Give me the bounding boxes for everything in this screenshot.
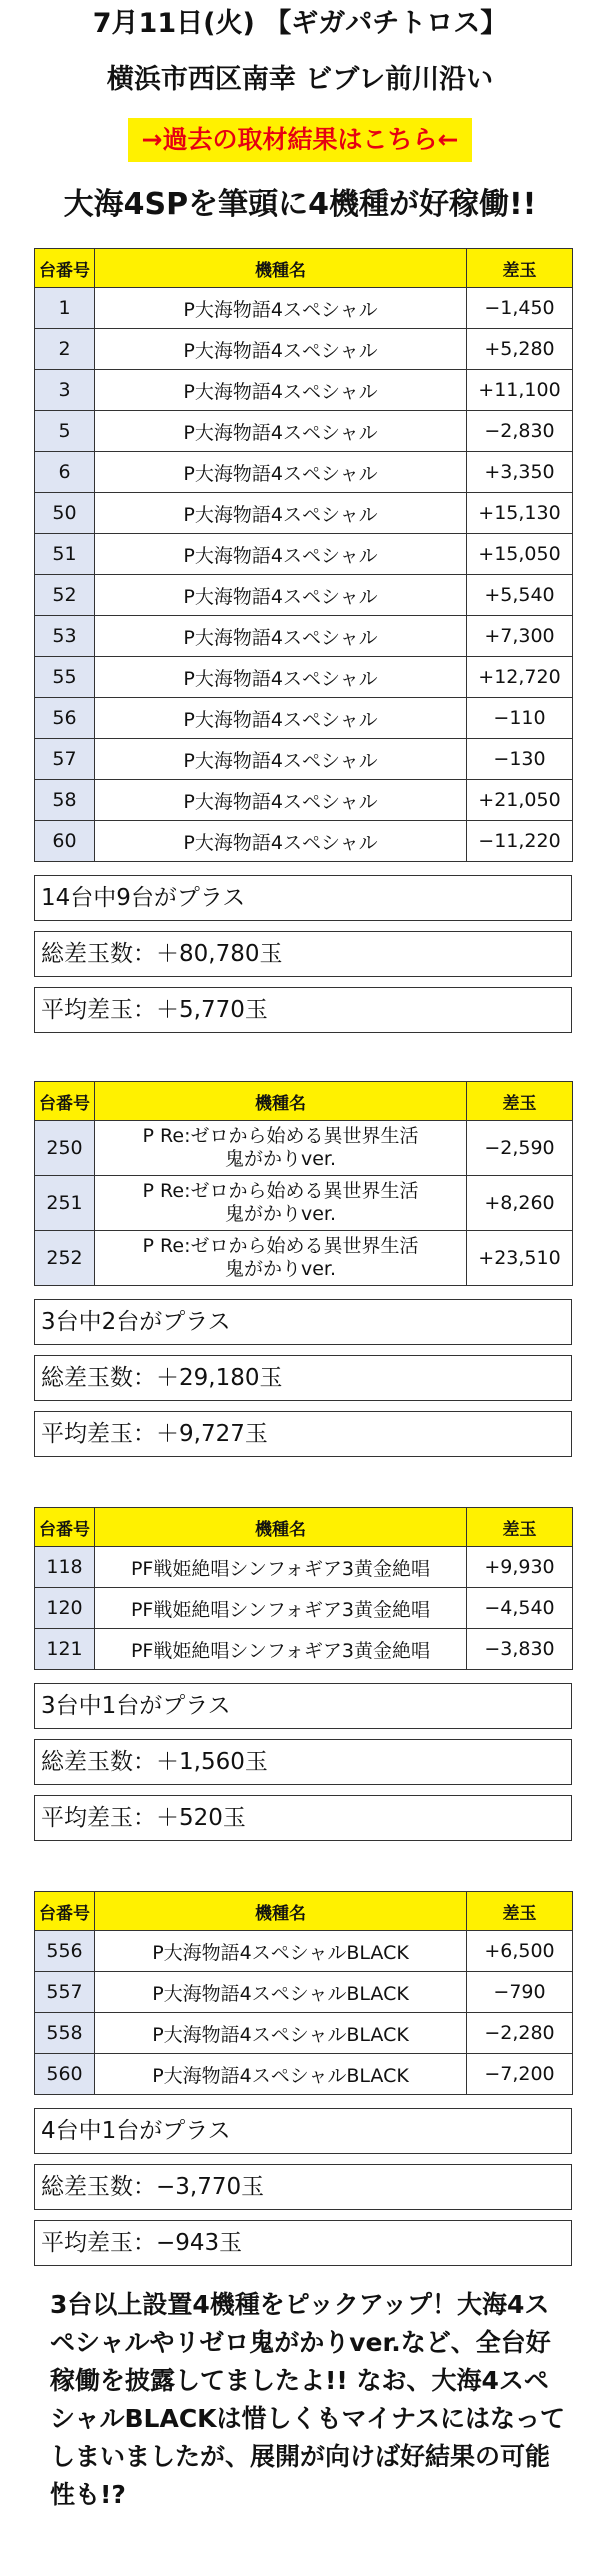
table-row	[35, 452, 573, 493]
ball-diff-cell: +15,130	[467, 493, 573, 534]
table-row	[35, 780, 573, 821]
header-ball-diff: 差玉	[467, 1508, 573, 1547]
model-name-cell: P大海物語4スペシャル	[95, 452, 467, 493]
machine-number-cell: 250	[35, 1121, 95, 1176]
machine-number-cell: 56	[35, 698, 95, 739]
model-name-cell: P大海物語4スペシャル	[95, 657, 467, 698]
table-row	[35, 1231, 573, 1286]
table-row	[35, 657, 573, 698]
machine-number-cell: 252	[35, 1231, 95, 1286]
table-row	[35, 411, 573, 452]
machine-number-cell: 60	[35, 821, 95, 862]
results-table	[34, 1891, 573, 2095]
header-model-name: 機種名	[95, 249, 467, 288]
machine-number-cell: 1	[35, 288, 95, 329]
results-group	[0, 1891, 600, 2266]
machine-number-cell: 58	[35, 780, 95, 821]
table-row	[35, 739, 573, 780]
group-summary	[0, 862, 600, 1033]
ball-diff-cell: +6,500	[467, 1931, 573, 1972]
table-row	[35, 616, 573, 657]
average-diff-box: 平均差玉：＋520玉	[34, 1795, 572, 1841]
ball-diff-cell: +21,050	[467, 780, 573, 821]
table-header-row	[35, 1892, 573, 1931]
machine-number-cell: 556	[35, 1931, 95, 1972]
machine-number-cell: 560	[35, 2054, 95, 2095]
machine-number-cell: 50	[35, 493, 95, 534]
model-name-cell: P大海物語4スペシャル	[95, 616, 467, 657]
model-name-cell: P大海物語4スペシャル	[95, 780, 467, 821]
results-table	[34, 1081, 573, 1286]
model-name-cell: P大海物語4スペシャル	[95, 698, 467, 739]
model-name-cell: P大海物語4スペシャル	[95, 411, 467, 452]
results-group	[0, 1081, 600, 1457]
machine-number-cell: 118	[35, 1547, 95, 1588]
table-row	[35, 329, 573, 370]
table-row	[35, 2013, 573, 2054]
ball-diff-cell: +9,930	[467, 1547, 573, 1588]
machine-number-cell: 55	[35, 657, 95, 698]
header-model-name: 機種名	[95, 1892, 467, 1931]
table-row	[35, 821, 573, 862]
header-machine-number: 台番号	[35, 249, 95, 288]
total-diff-box: 総差玉数：＋1,560玉	[34, 1739, 572, 1785]
results-table	[34, 1507, 573, 1670]
ball-diff-cell: +15,050	[467, 534, 573, 575]
past-results-link[interactable]: →過去の取材結果はこちら←	[128, 118, 473, 162]
table-header-row	[35, 249, 573, 288]
machine-number-cell: 57	[35, 739, 95, 780]
table-row	[35, 1547, 573, 1588]
results-groups	[0, 248, 600, 2266]
header-ball-diff: 差玉	[467, 249, 573, 288]
model-name-cell: P大海物語4スペシャル	[95, 739, 467, 780]
model-name-cell: P大海物語4スペシャル	[95, 370, 467, 411]
table-row	[35, 2054, 573, 2095]
model-name-cell: P大海物語4スペシャルBLACK	[95, 2013, 467, 2054]
header-model-name: 機種名	[95, 1082, 467, 1121]
group-summary	[0, 1286, 600, 1457]
ball-diff-cell: −2,830	[467, 411, 573, 452]
table-row	[35, 534, 573, 575]
model-name-cell: PF戦姫絶唱シンフォギア3黄金絶唱	[95, 1588, 467, 1629]
machine-number-cell: 52	[35, 575, 95, 616]
model-name-cell: P大海物語4スペシャル	[95, 821, 467, 862]
total-diff-box: 総差玉数：＋29,180玉	[34, 1355, 572, 1401]
article-headline: 大海4SPを筆頭に4機種が好稼働!!	[63, 187, 537, 222]
ball-diff-cell: −4,540	[467, 1588, 573, 1629]
date-store-title: 7月11日(火) 【ギガパチトロス】	[92, 8, 508, 39]
ball-diff-cell: −7,200	[467, 2054, 573, 2095]
table-row	[35, 1972, 573, 2013]
machine-number-cell: 557	[35, 1972, 95, 2013]
store-location: 横浜市西区南幸 ビブレ前川沿い	[106, 64, 494, 95]
model-name-cell: P Re:ゼロから始める異世界生活 鬼がかりver.	[95, 1121, 467, 1176]
machine-number-cell: 120	[35, 1588, 95, 1629]
table-row	[35, 698, 573, 739]
header-machine-number: 台番号	[35, 1892, 95, 1931]
model-name-cell: P大海物語4スペシャル	[95, 329, 467, 370]
machine-number-cell: 5	[35, 411, 95, 452]
table-row	[35, 1588, 573, 1629]
header-model-name: 機種名	[95, 1508, 467, 1547]
ball-diff-cell: −3,830	[467, 1629, 573, 1670]
model-name-cell: PF戦姫絶唱シンフォギア3黄金絶唱	[95, 1629, 467, 1670]
model-name-cell: P大海物語4スペシャル	[95, 288, 467, 329]
table-row	[35, 288, 573, 329]
model-name-cell: PF戦姫絶唱シンフォギア3黄金絶唱	[95, 1547, 467, 1588]
table-row	[35, 370, 573, 411]
ball-diff-cell: −2,590	[467, 1121, 573, 1176]
past-results-link-wrap	[0, 118, 600, 164]
model-name-cell: P大海物語4スペシャル	[95, 575, 467, 616]
machine-number-cell: 3	[35, 370, 95, 411]
ball-diff-cell: −130	[467, 739, 573, 780]
plus-count-box: 3台中2台がプラス	[34, 1299, 572, 1345]
closing-comment: 3台以上設置4機種をピックアップ！大海4スペシャルやリゼロ鬼がかりver.など、全台好稼働を披露してましたよ!! なお、大海4スペシャルBLACKは惜しくもマイナスにはなってしまいましたが、展開が向けば好結果の可能性も!?	[50, 2290, 566, 2509]
group-summary	[0, 1670, 600, 1841]
ball-diff-cell: +11,100	[467, 370, 573, 411]
group-summary	[0, 2095, 600, 2266]
machine-number-cell: 121	[35, 1629, 95, 1670]
plus-count-box: 14台中9台がプラス	[34, 875, 572, 921]
ball-diff-cell: −110	[467, 698, 573, 739]
model-name-cell: P大海物語4スペシャルBLACK	[95, 2054, 467, 2095]
ball-diff-cell: +5,540	[467, 575, 573, 616]
table-row	[35, 575, 573, 616]
model-name-cell: P大海物語4スペシャル	[95, 493, 467, 534]
table-row	[35, 493, 573, 534]
ball-diff-cell: −11,220	[467, 821, 573, 862]
plus-count-box: 4台中1台がプラス	[34, 2108, 572, 2154]
machine-number-cell: 6	[35, 452, 95, 493]
ball-diff-cell: +3,350	[467, 452, 573, 493]
ball-diff-cell: +8,260	[467, 1176, 573, 1231]
ball-diff-cell: −1,450	[467, 288, 573, 329]
table-row	[35, 1931, 573, 1972]
table-row	[35, 1176, 573, 1231]
results-group	[0, 1507, 600, 1841]
table-header-row	[35, 1508, 573, 1547]
machine-number-cell: 51	[35, 534, 95, 575]
results-table	[34, 248, 573, 862]
ball-diff-cell: +12,720	[467, 657, 573, 698]
machine-number-cell: 558	[35, 2013, 95, 2054]
model-name-cell: P大海物語4スペシャルBLACK	[95, 1972, 467, 2013]
header-ball-diff: 差玉	[467, 1082, 573, 1121]
header-machine-number: 台番号	[35, 1508, 95, 1547]
average-diff-box: 平均差玉：＋9,727玉	[34, 1411, 572, 1457]
table-row	[35, 1629, 573, 1670]
ball-diff-cell: +7,300	[467, 616, 573, 657]
model-name-cell: P Re:ゼロから始める異世界生活 鬼がかりver.	[95, 1176, 467, 1231]
table-row	[35, 1121, 573, 1176]
table-header-row	[35, 1082, 573, 1121]
machine-number-cell: 2	[35, 329, 95, 370]
plus-count-box: 3台中1台がプラス	[34, 1683, 572, 1729]
results-group	[0, 248, 600, 1033]
model-name-cell: P Re:ゼロから始める異世界生活 鬼がかりver.	[95, 1231, 467, 1286]
average-diff-box: 平均差玉：＋5,770玉	[34, 987, 572, 1033]
machine-number-cell: 251	[35, 1176, 95, 1231]
total-diff-box: 総差玉数：＋80,780玉	[34, 931, 572, 977]
header-machine-number: 台番号	[35, 1082, 95, 1121]
ball-diff-cell: +23,510	[467, 1231, 573, 1286]
machine-number-cell: 53	[35, 616, 95, 657]
ball-diff-cell: +5,280	[467, 329, 573, 370]
average-diff-box: 平均差玉：−943玉	[34, 2220, 572, 2266]
model-name-cell: P大海物語4スペシャルBLACK	[95, 1931, 467, 1972]
model-name-cell: P大海物語4スペシャル	[95, 534, 467, 575]
article	[0, 6, 600, 2514]
ball-diff-cell: −2,280	[467, 2013, 573, 2054]
header-ball-diff: 差玉	[467, 1892, 573, 1931]
ball-diff-cell: −790	[467, 1972, 573, 2013]
total-diff-box: 総差玉数：−3,770玉	[34, 2164, 572, 2210]
